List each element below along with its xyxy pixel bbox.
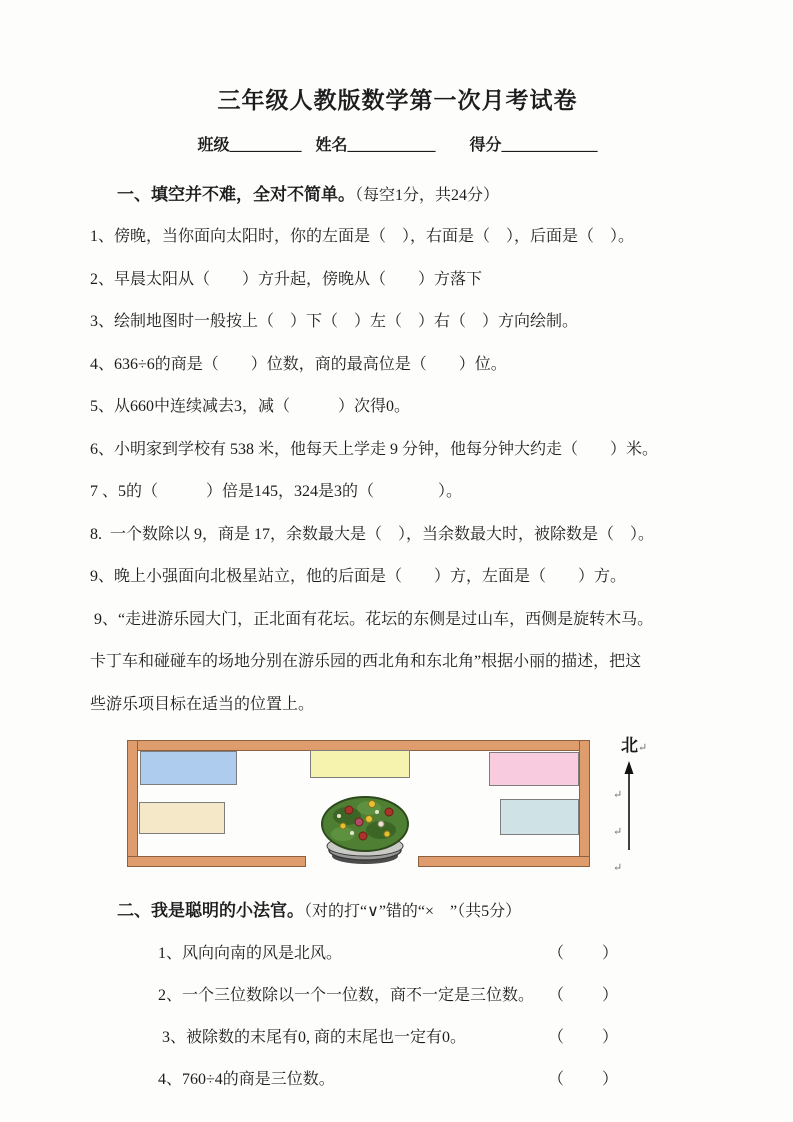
north-label-text: 北 bbox=[621, 736, 638, 755]
ride-slot-northeast bbox=[489, 752, 579, 786]
judge-item-text: 2、一个三位数除以一个一位数，商不一定是三位数。 bbox=[158, 987, 535, 1004]
question-5: 5、从660中连续减去3，减（ ）次得0。 bbox=[90, 398, 411, 415]
park-wall-bottom-right bbox=[419, 857, 590, 867]
section1-scoring-note: （每空1分，共24分） bbox=[355, 187, 500, 204]
ride-slot-west bbox=[139, 802, 225, 834]
judge-item-4 bbox=[158, 1069, 620, 1090]
question-4: 4、636÷6的商是（ ）位数，商的最高位是（ ）位。 bbox=[90, 355, 507, 373]
park-map-diagram bbox=[127, 736, 705, 882]
park-wall-left bbox=[128, 741, 138, 867]
score-field: 得分____________ bbox=[469, 137, 598, 154]
question-10-line-3: 些游乐项目标在适当的位置上。 bbox=[90, 695, 315, 713]
judge-item-3 bbox=[158, 1027, 620, 1048]
park-wall-bottom-left bbox=[128, 857, 306, 867]
question-3: 3、绘制地图时一般按上（ ）下（ ）左（ ）右（ ）方向绘制。 bbox=[90, 313, 579, 330]
answer-blank: （ ） bbox=[547, 1029, 620, 1046]
ride-slot-northwest bbox=[140, 751, 237, 785]
question-6: 6、小明家到学校有 538 米，他每天上学走 9 分钟，他每分钟大约走（ ）米。 bbox=[90, 440, 659, 458]
class-field: 班级_________ bbox=[197, 137, 302, 154]
name-field: 姓名___________ bbox=[315, 137, 436, 154]
page-title: 三年级人教版数学第一次月考试卷 bbox=[217, 88, 578, 113]
park-wall-top bbox=[128, 741, 590, 751]
north-label bbox=[613, 736, 663, 758]
judge-item-text: 4、760÷4的商是三位数。 bbox=[158, 1071, 335, 1088]
ride-slot-north bbox=[310, 750, 410, 778]
section2-questions bbox=[90, 943, 705, 1090]
north-arrow-icon bbox=[622, 760, 636, 852]
question-9: 9、晚上小强面向北极星站立，他的后面是（ ）方，左面是（ ）方。 bbox=[90, 568, 627, 585]
park-wall-right bbox=[580, 741, 590, 867]
judge-item-text: 3、被除数的末尾有0, 商的末尾也一定有0。 bbox=[158, 1029, 467, 1046]
question-10-line-2: 卡丁车和碰碰车的场地分别在游乐园的西北角和东北角”根据小丽的描述，把这 bbox=[90, 653, 642, 670]
answer-blank: （ ） bbox=[547, 945, 620, 962]
question-1: 1、傍晚，当你面向太阳时，你的左面是（ ），右面是（ ），后面是（ ）。 bbox=[90, 228, 635, 245]
flower-bed-illustration bbox=[319, 786, 411, 866]
section1-questions bbox=[90, 226, 705, 715]
question-8: 8. 一个数除以 9，商是 17，余数最大是（ ），当余数最大时，被除数是（ ）。 bbox=[90, 525, 655, 543]
compass-block bbox=[613, 736, 663, 882]
answer-blank: （ ） bbox=[547, 987, 620, 1004]
section2-heading bbox=[117, 896, 705, 921]
section2-heading-text: 二、我是聪明的小法官。 bbox=[117, 901, 304, 920]
section1-heading bbox=[117, 180, 705, 205]
question-10-line-1: 9、“走进游乐园大门，正北面有花坛。花坛的东侧是过山车，西侧是旋转木马。 bbox=[90, 610, 654, 628]
question-2: 2、早晨太阳从（ ）方升起，傍晚从（ ）方落下 bbox=[90, 270, 483, 288]
paragraph-mark-icon: ↵ bbox=[613, 789, 623, 801]
judge-item-1 bbox=[158, 943, 620, 964]
judge-item-text: 1、风向向南的风是北风。 bbox=[158, 945, 343, 962]
ride-slot-east bbox=[500, 799, 579, 835]
paragraph-mark-icon: ↵ bbox=[638, 742, 648, 754]
paragraph-mark-icon: ↵ bbox=[613, 826, 623, 838]
judge-item-2 bbox=[158, 985, 620, 1006]
student-info-line bbox=[90, 132, 705, 155]
answer-blank: （ ） bbox=[547, 1071, 620, 1088]
section2-scoring-note: （对的打“∨”错的“× ”（共5分） bbox=[304, 903, 522, 920]
question-7: 7 、5的（ ）倍是145，324是3的（ ）。 bbox=[90, 483, 463, 500]
paragraph-mark-icon: ↵ bbox=[613, 862, 623, 874]
section1-heading-text: 一、填空并不难，全对不简单。 bbox=[117, 185, 355, 204]
